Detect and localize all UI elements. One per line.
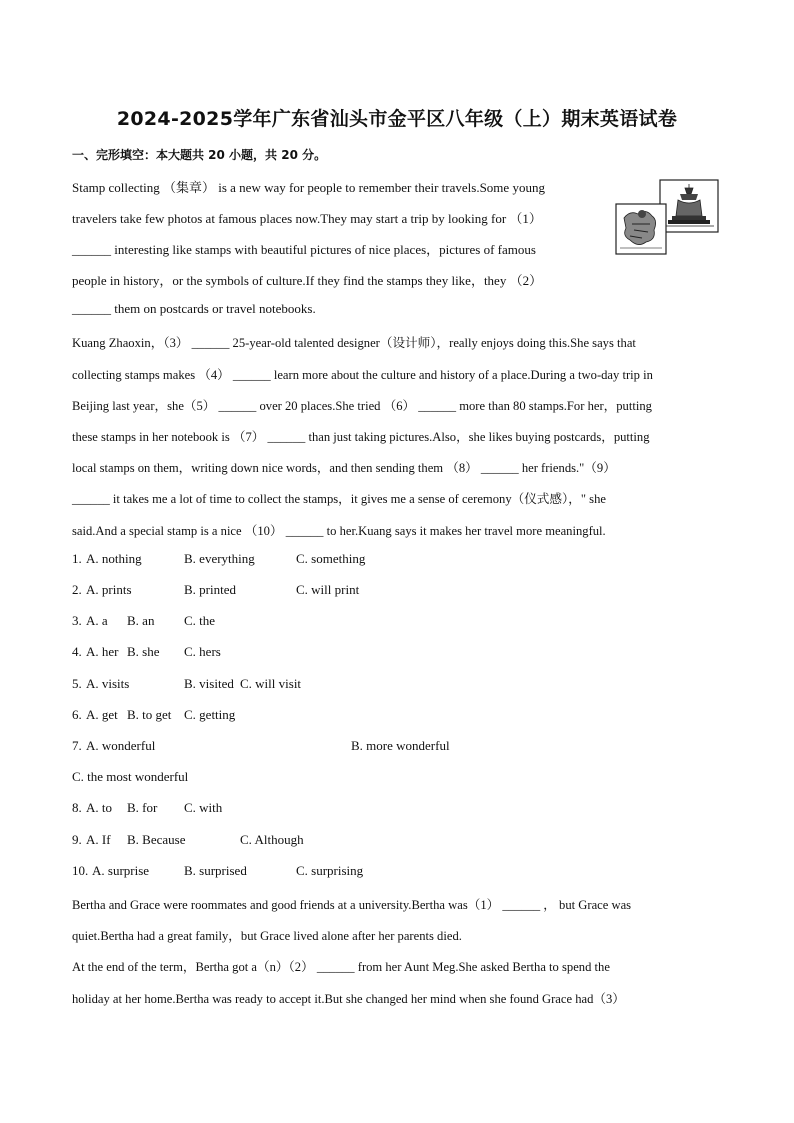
option-a: A. to: [86, 800, 112, 815]
option-c: C. hers: [184, 644, 221, 659]
option-b: B. printed: [184, 582, 236, 597]
passage-line: Kuang Zhaoxin，（3） ______ 25-year-old talented designer（设计师），really enjoys doing this.She says that: [72, 336, 636, 350]
question-number: 5.: [72, 676, 82, 691]
option-a: A. surprise: [92, 863, 150, 878]
option-c: C. surprising: [296, 863, 364, 878]
option-c: C. the most wonderful: [72, 769, 189, 784]
option-b: B. for: [127, 800, 158, 815]
option-b: B. to get: [127, 707, 172, 722]
passage-line: local stamps on them，writing down nice words，and then sending them （8） ______ her friends."（9）: [72, 461, 616, 475]
passage-line: said.And a special stamp is a nice （10） ______ to her.Kuang says it makes her travel more meaningful.: [72, 524, 606, 538]
option-b: B. surprised: [184, 863, 247, 878]
question-number: 9.: [72, 832, 82, 847]
option-a: A. get: [86, 707, 118, 722]
passage-line: At the end of the term，Bertha got a（n）（2） ______ from her Aunt Meg.She asked Bertha to spend the: [72, 960, 610, 974]
option-a: A. her: [86, 644, 119, 659]
option-a: A. a: [86, 613, 108, 628]
passage-line: Stamp collecting （集章） is a new way for people to remember their travels.Some young: [72, 180, 545, 195]
passage-line: Beijing last year，she（5） ______ over 20 places.She tried （6） ______ more than 80 stamps.For her，putting: [72, 399, 652, 413]
option-a: A. If: [86, 832, 111, 847]
passage-line: Bertha and Grace were roommates and good friends at a university.Bertha was（1） ______ ， but Grace was: [72, 898, 632, 912]
page-title: 2024-2025学年广东省汕头市金平区八年级（上）期末英语试卷: [116, 108, 678, 130]
question-number: 6.: [72, 707, 82, 722]
section-heading: 一、完形填空：本大题共 20 小题，共 20 分。: [72, 148, 327, 162]
stamp-picture-icon: [612, 178, 722, 260]
option-b: B. Because: [127, 832, 186, 847]
passage-line: people in history，or the symbols of culture.If they find the stamps they like，they （2）: [72, 273, 543, 288]
passage-line: ______ interesting like stamps with beautiful pictures of nice places，pictures of famous: [72, 242, 536, 257]
question-number: 7.: [72, 738, 82, 753]
option-c: C. the: [184, 613, 216, 628]
passage-line: quiet.Bertha had a great family，but Grace lived alone after her parents died.: [72, 929, 462, 943]
passage-line: these stamps in her notebook is （7） ______ than just taking pictures.Also，she likes buying postcards，putting: [72, 430, 650, 444]
option-a: A. prints: [86, 582, 132, 597]
option-b: B. an: [127, 613, 155, 628]
question-number: 3.: [72, 613, 82, 628]
passage-line: holiday at her home.Bertha was ready to accept it.But she changed her mind when she found Grace had（3）: [72, 992, 625, 1006]
stamp-illustration: [612, 178, 722, 260]
option-a: A. visits: [86, 676, 130, 691]
option-c: C. Although: [240, 832, 304, 847]
option-c: C. getting: [184, 707, 236, 722]
option-b: B. visited: [184, 676, 234, 691]
option-b: B. more wonderful: [351, 738, 450, 753]
question-number: 1.: [72, 551, 82, 566]
passage-line: travelers take few photos at famous places now.They may start a trip by looking for （1）: [72, 211, 542, 226]
option-c: C. will print: [296, 582, 360, 597]
passage-line: ______ them on postcards or travel notebooks.: [72, 301, 316, 316]
option-b: B. everything: [184, 551, 255, 566]
option-c: C. something: [296, 551, 366, 566]
passage-line: collecting stamps makes （4） ______ learn more about the culture and history of a place.During a two-day trip in: [72, 368, 653, 382]
question-number: 8.: [72, 800, 82, 815]
option-a: A. wonderful: [86, 738, 156, 753]
question-number: 2.: [72, 582, 82, 597]
question-number: 4.: [72, 644, 82, 659]
option-b: B. she: [127, 644, 160, 659]
option-a: A. nothing: [86, 551, 142, 566]
option-c: C. with: [184, 800, 223, 815]
question-number: 10.: [72, 863, 89, 878]
option-c: C. will visit: [240, 676, 302, 691]
passage-line: ______ it takes me a lot of time to collect the stamps，it gives me a sense of ceremony（仪式感），" she: [72, 492, 606, 506]
